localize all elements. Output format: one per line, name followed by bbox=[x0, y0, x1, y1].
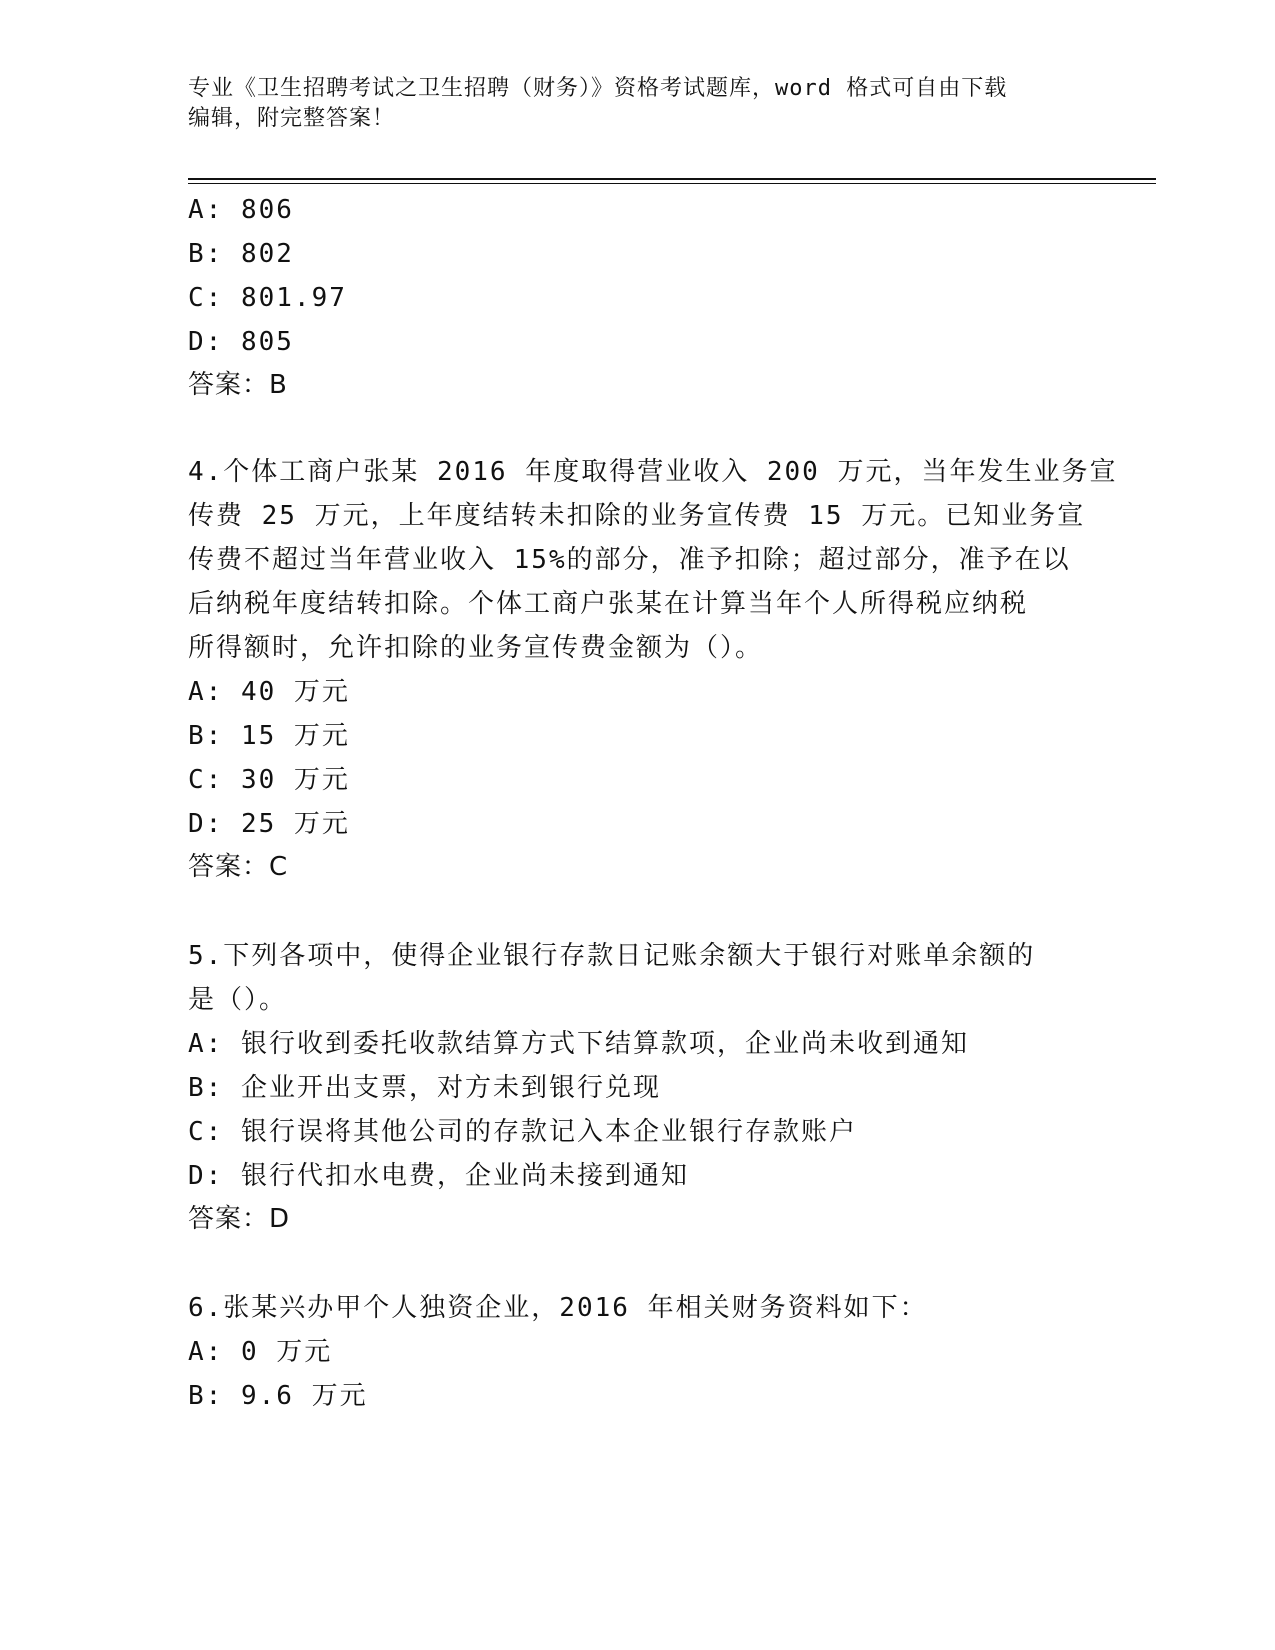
q5-option-c: C: 银行误将其他公司的存款记入本企业银行存款账户 bbox=[188, 1117, 857, 1147]
header-line-2: 编辑，附完整答案！ bbox=[188, 106, 396, 131]
q5-answer: 答案：D bbox=[188, 1204, 291, 1234]
q5-option-d: D: 银行代扣水电费，企业尚未接到通知 bbox=[188, 1161, 689, 1191]
q6-stem-line-1: 6.张某兴办甲个人独资企业，2016 年相关财务资料如下： bbox=[188, 1293, 928, 1323]
q5-option-a: A: 银行收到委托收款结算方式下结算款项，企业尚未收到通知 bbox=[188, 1029, 969, 1059]
q5-stem-line-2: 是（）。 bbox=[188, 985, 288, 1015]
q6-option-a: A: 0 万元 bbox=[188, 1337, 333, 1367]
q4-stem-line-5: 所得额时，允许扣除的业务宣传费金额为（）。 bbox=[188, 633, 764, 663]
q4-option-c: C: 30 万元 bbox=[188, 765, 350, 795]
q4-stem-line-1: 4.个体工商户张某 2016 年度取得营业收入 200 万元，当年发生业务宣 bbox=[188, 457, 1118, 487]
document-header bbox=[188, 74, 1068, 134]
header-line-1: 专业《卫生招聘考试之卫生招聘（财务）》资格考试题库，word 格式可自由下载 bbox=[188, 76, 1008, 101]
q5-option-b: B: 企业开出支票，对方未到银行兑现 bbox=[188, 1073, 661, 1103]
q3-option-c: C: 801.97 bbox=[188, 283, 347, 313]
q4-stem-line-4: 后纳税年度结转扣除。个体工商户张某在计算当年个人所得税应纳税 bbox=[188, 589, 1029, 619]
q4-option-b: B: 15 万元 bbox=[188, 721, 350, 751]
q5-stem-line-1: 5.下列各项中，使得企业银行存款日记账余额大于银行对账单余额的 bbox=[188, 941, 1036, 971]
q4-option-a: A: 40 万元 bbox=[188, 677, 350, 707]
q3-option-a: A: 806 bbox=[188, 195, 294, 225]
q3-option-d: D: 805 bbox=[188, 327, 294, 357]
q4-option-d: D: 25 万元 bbox=[188, 809, 350, 839]
q3-answer: 答案：B bbox=[188, 370, 288, 400]
q4-stem-line-2: 传费 25 万元，上年度结转未扣除的业务宣传费 15 万元。已知业务宣 bbox=[188, 501, 1086, 531]
q6-option-b: B: 9.6 万元 bbox=[188, 1381, 368, 1411]
q4-stem-line-3: 传费不超过当年营业收入 15%的部分，准予扣除；超过部分，准予在以 bbox=[188, 545, 1071, 575]
q3-option-b: B: 802 bbox=[188, 239, 294, 269]
header-divider-thin bbox=[188, 183, 1156, 184]
header-divider-thick bbox=[188, 178, 1156, 180]
q4-answer: 答案：C bbox=[188, 852, 289, 882]
